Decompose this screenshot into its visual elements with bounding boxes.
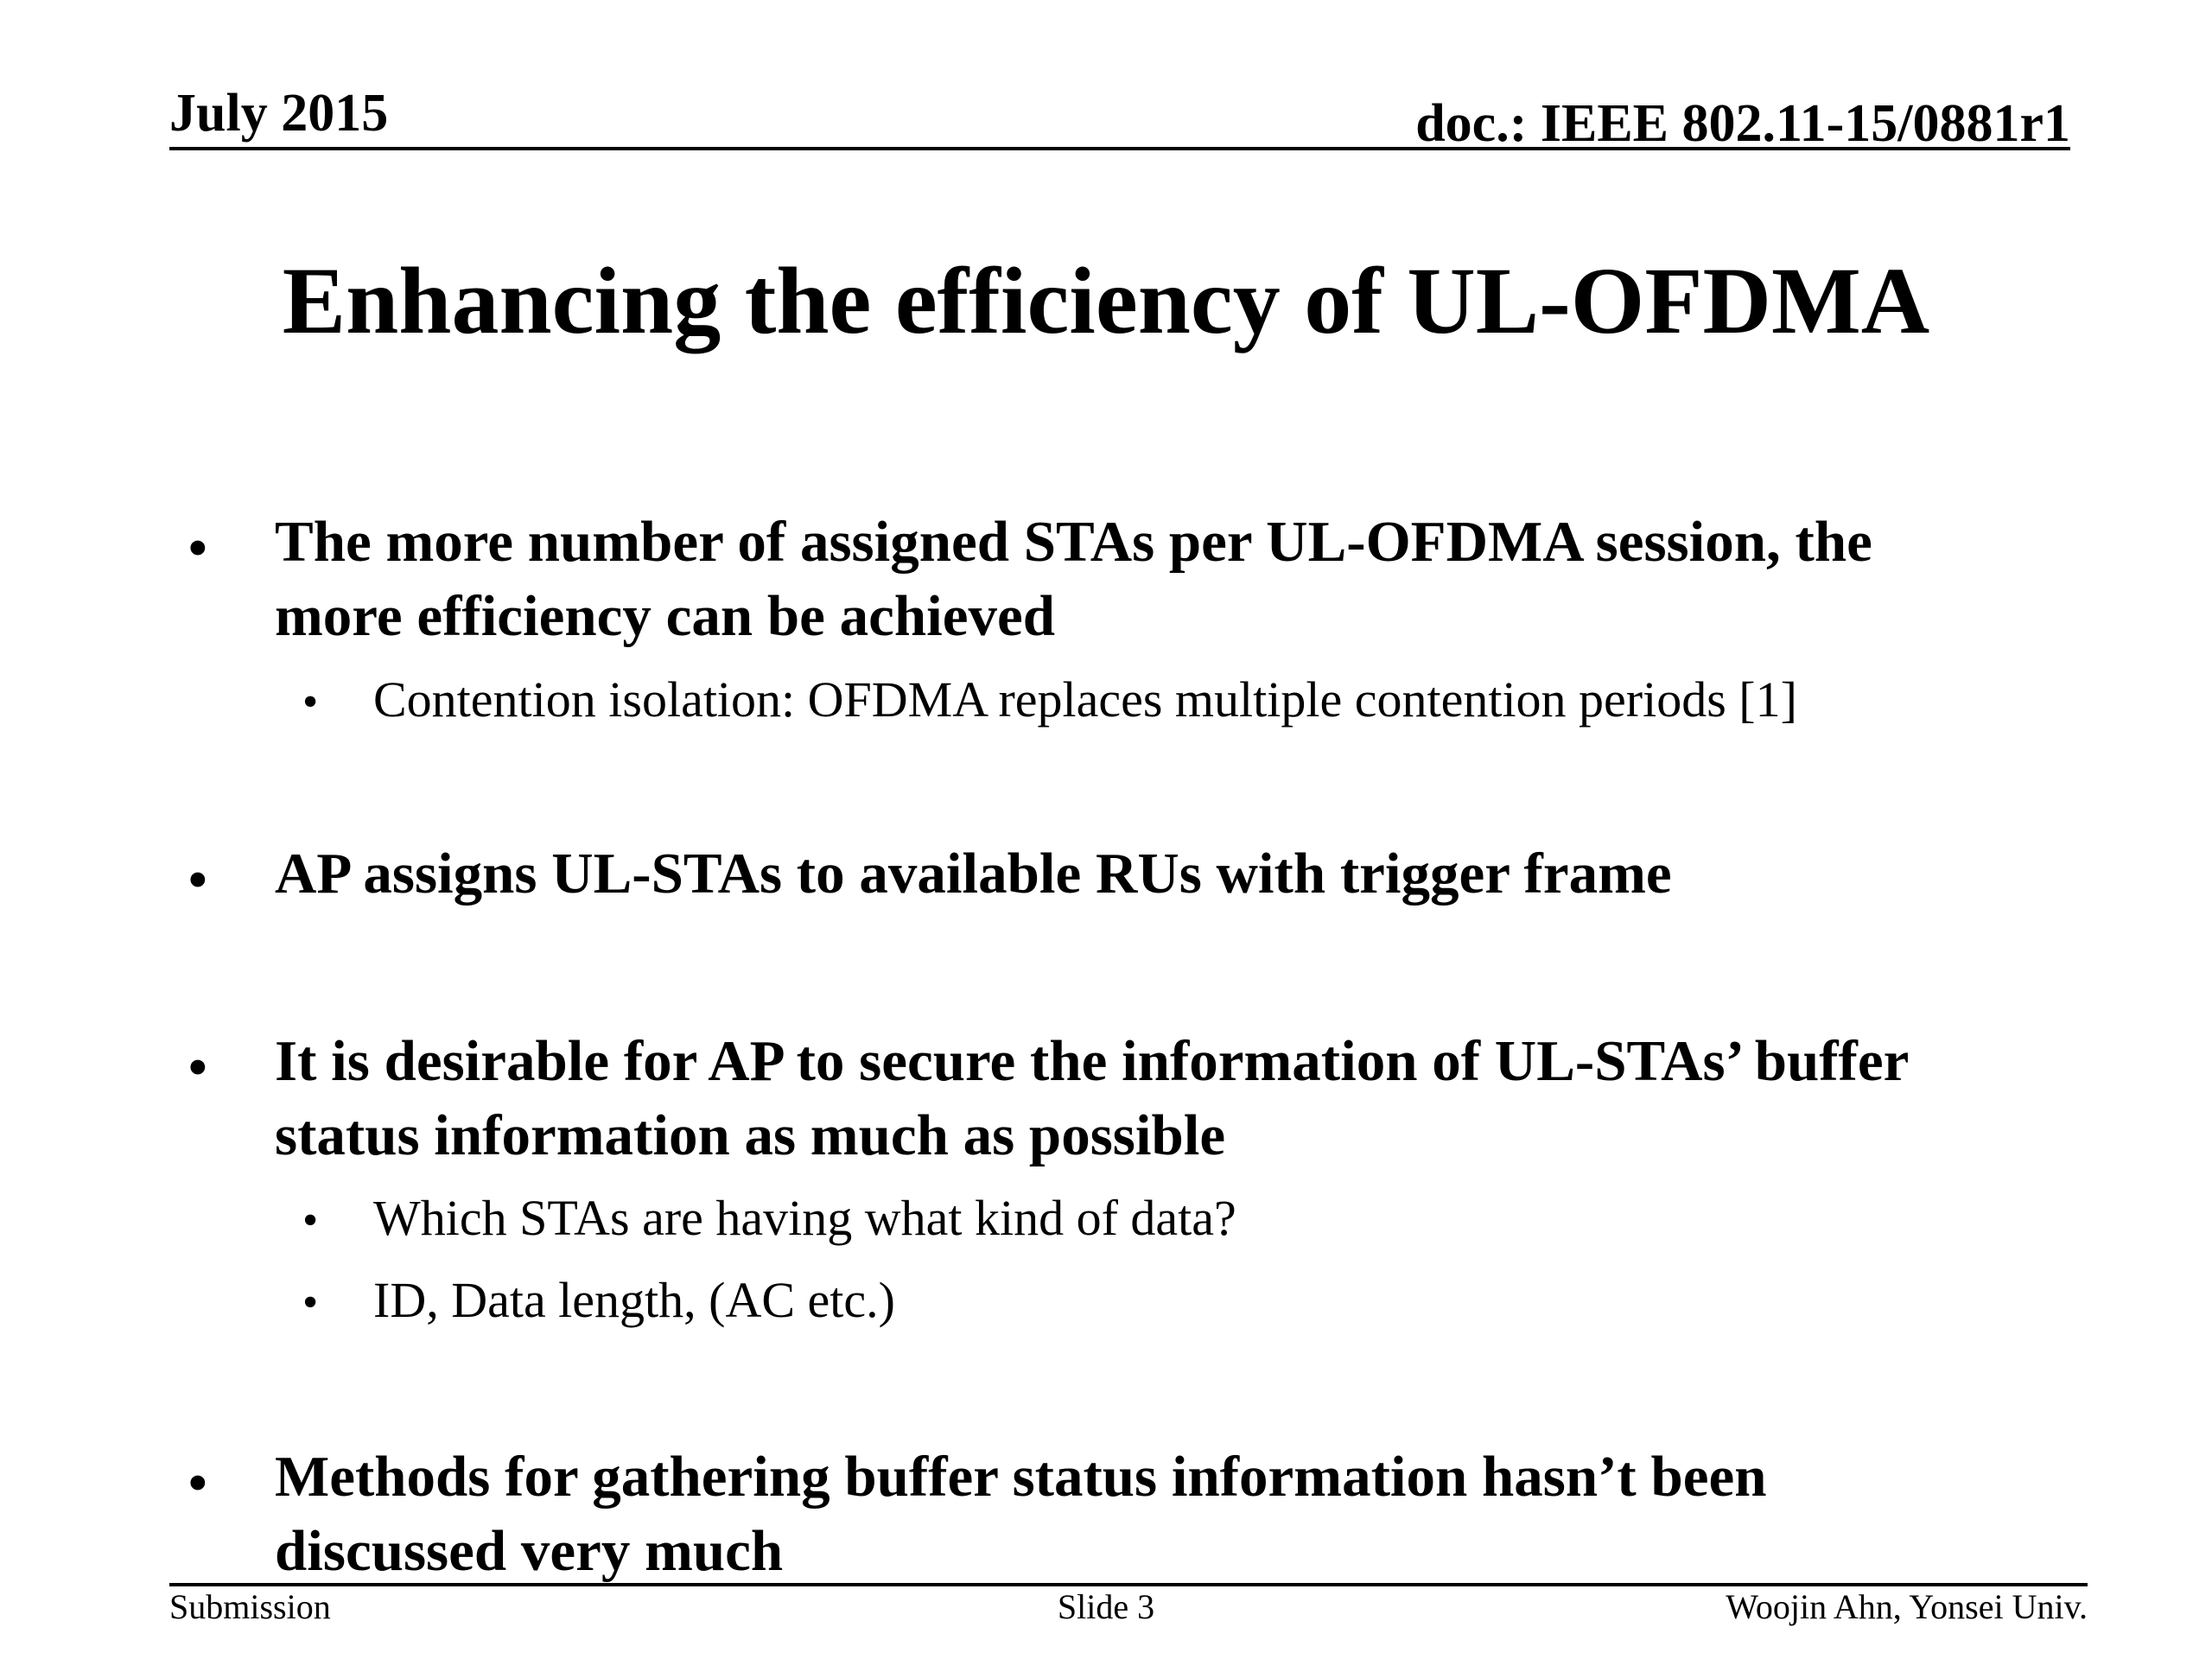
- sub-bullet-text: Which STAs are having what kind of data?: [373, 1190, 1236, 1246]
- slide-title: Enhancing the efficiency of UL-OFDMA: [282, 248, 1930, 353]
- bullet-line: The more number of assigned STAs per UL-OFDMA session, the: [275, 510, 1872, 574]
- sub-bullet-marker: •: [302, 1278, 319, 1327]
- header-doc-id: doc.: IEEE 802.11-15/0881r1: [1415, 94, 2070, 153]
- bullet-line: discussed very much: [275, 1519, 784, 1583]
- header-date: July 2015: [169, 84, 389, 143]
- footer-submission: Submission: [169, 1587, 331, 1626]
- sub-bullet-text: ID, Data length, (AC etc.): [373, 1272, 895, 1328]
- sub-bullet-marker: •: [302, 677, 319, 727]
- bullet-line: AP assigns UL-STAs to available RUs with trigger frame: [275, 842, 1672, 906]
- bullet-line: more efficiency can be achieved: [275, 584, 1055, 648]
- bullet-marker: •: [188, 851, 207, 910]
- bullet-marker: •: [188, 1454, 207, 1513]
- bullet-marker: •: [188, 1039, 207, 1097]
- sub-bullet-marker: •: [302, 1196, 319, 1245]
- bullet-line: status information as much as possible: [275, 1103, 1226, 1167]
- footer-author: Woojin Ahn, Yonsei Univ.: [1726, 1587, 2088, 1626]
- bullet-marker: •: [188, 519, 207, 578]
- footer-divider: [169, 1583, 2088, 1586]
- footer-slide-number: Slide 3: [1057, 1587, 1155, 1626]
- sub-bullet-text: Contention isolation: OFDMA replaces multiple contention periods [1]: [373, 671, 1797, 728]
- bullet-line: It is desirable for AP to secure the information of UL-STAs’ buffer: [275, 1029, 1910, 1093]
- bullet-line: Methods for gathering buffer status information hasn’t been: [275, 1445, 1767, 1509]
- header-divider: [169, 147, 2070, 150]
